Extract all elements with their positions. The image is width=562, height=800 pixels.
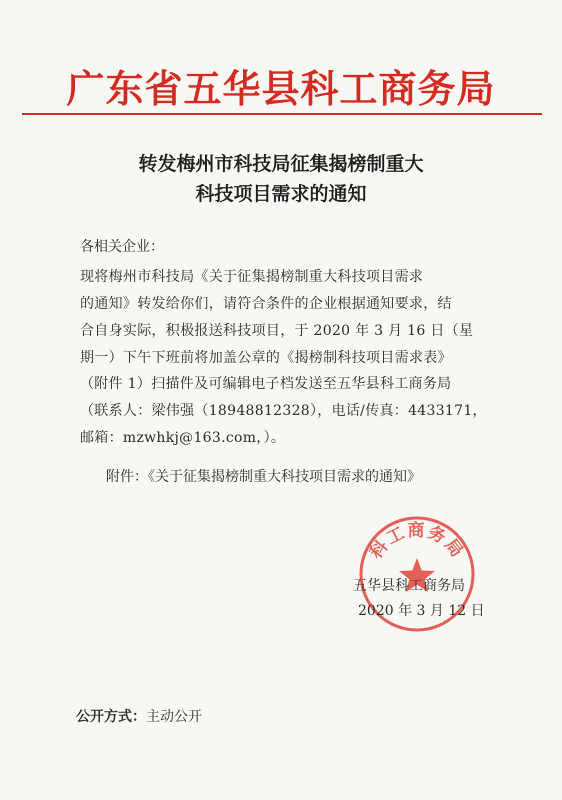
header-red-rule: [22, 113, 542, 115]
svg-text:科工商务局: [365, 520, 467, 563]
body-line: 的通知》转发给你们，请符合条件的企业根据通知要求，结: [80, 296, 452, 312]
seal-text: 科工商务局: [366, 521, 468, 563]
attachment-line: 附件：《关于征集揭榜制重大科技项目需求的通知》: [106, 469, 421, 485]
disclosure-value: 主动公开: [146, 709, 202, 725]
org-header-title: 广东省五华县科工商务局: [66, 66, 496, 111]
signature-date: 2020 年 3 月 12 日: [358, 603, 485, 619]
body-line: 现将梅州市科技局《关于征集揭榜制重大科技项目需求: [80, 269, 424, 285]
body-line: 合自身实际，积极报送科技项目，于 2020 年 3 月 16 日（星: [80, 323, 474, 339]
disclosure-label: 公开方式：: [76, 709, 146, 725]
body-line: （联系人：梁伟强（18948812328），电话/传真：4433171，: [80, 403, 487, 419]
disclosure-line: [76, 706, 202, 726]
body-line: 邮箱：mzwhkj@163.com，）。: [80, 430, 286, 446]
body-line: 期一）下午下班前将加盖公章的《揭榜制科技项目需求表》: [80, 350, 452, 366]
document-title-line-1: 转发梅州市科技局征集揭榜制重大: [138, 153, 424, 175]
salutation: 各相关企业：: [80, 239, 164, 255]
signature-organization: 五华县科工商务局: [353, 578, 465, 594]
document-title-line-2: 科技项目需求的通知: [195, 183, 367, 205]
body-line: （附件 1）扫描件及可编辑电子档发送至五华县科工商务局: [80, 376, 452, 392]
